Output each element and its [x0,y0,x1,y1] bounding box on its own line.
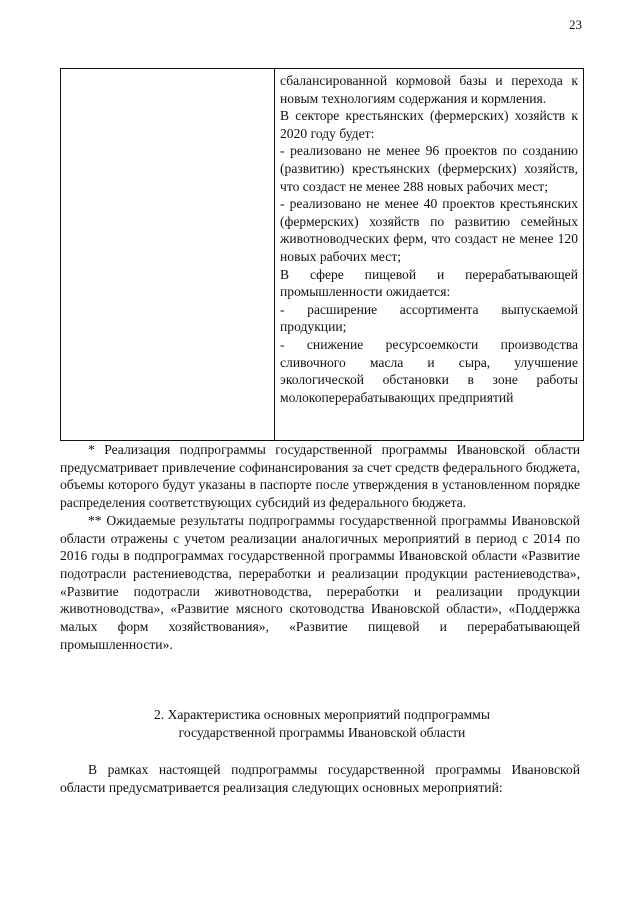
section-title-line-2: государственной программы Ивановской области [178,724,466,740]
results-table [60,68,584,441]
table-paragraph: сбалансированной кормовой базы и перехода к новым технологиям содержания и кормления. [280,73,578,106]
section-title-line-1: 2. Характеристика основных мероприятий подпрограммы [153,707,490,722]
table-cell-right [275,69,583,440]
footnotes [60,441,580,653]
table-paragraph: - снижение ресурсоемкости производства сливочного масла и сыра, улучшение экологической обстановки в зоне работы молокоперерабатывающих предприятий [280,336,578,405]
table-paragraph: - расширение ассортимента выпускаемой продукции; [280,301,578,335]
footnote-results: ** Ожидаемые результаты подпрограммы государственной программы Ивановской области отражены с учетом реализации аналогичных мероприятий в период с 2014 по 2016 годы в подпрограммах государственной программы Ивановской области «Развитие подотрасли растениеводства, переработки и реализации продукции растениеводства», «Развитие подотрасли животноводства, переработки и реализации продукции животноводства», «Развитие мясного скотоводства Ивановской области», «Поддержка малых форм хозяйствования», «Развитие пищевой и перерабатывающей промышленности». [60,512,580,652]
table-paragraph: - реализовано не менее 40 проектов крестьянских (фермерских) хозяйств по развитию семейных животноводческих ферм, что создаст не менее 120 новых рабочих мест; [280,196,578,264]
intro-text: В рамках настоящей подпрограммы государственной программы Ивановской области предусматривается реализация следующих основных мероприятий: [60,762,580,795]
table-paragraph: В сфере пищевой и перерабатывающей промышленности ожидается: [280,266,578,300]
table-cell-left [61,69,275,440]
table-paragraph: В секторе крестьянских (фермерских) хозяйств к 2020 году будет: [280,108,578,141]
page-number: 23 [569,17,582,32]
footnote-funding: * Реализация подпрограммы государственной программы Ивановской области предусматривает привлечение софинансирования за счет средств федерального бюджета, объемы которого будут указаны в паспорте после утверждения в установленном порядке распределения соответствующих субсидий из федерального бюджета. [60,442,580,511]
section-title [60,706,584,741]
intro-paragraph [60,761,580,796]
table-paragraph: - реализовано не менее 96 проектов по созданию (развитию) крестьянских (фермерских) хозяйств, что создаст не менее 288 новых рабочих мест; [280,143,578,194]
